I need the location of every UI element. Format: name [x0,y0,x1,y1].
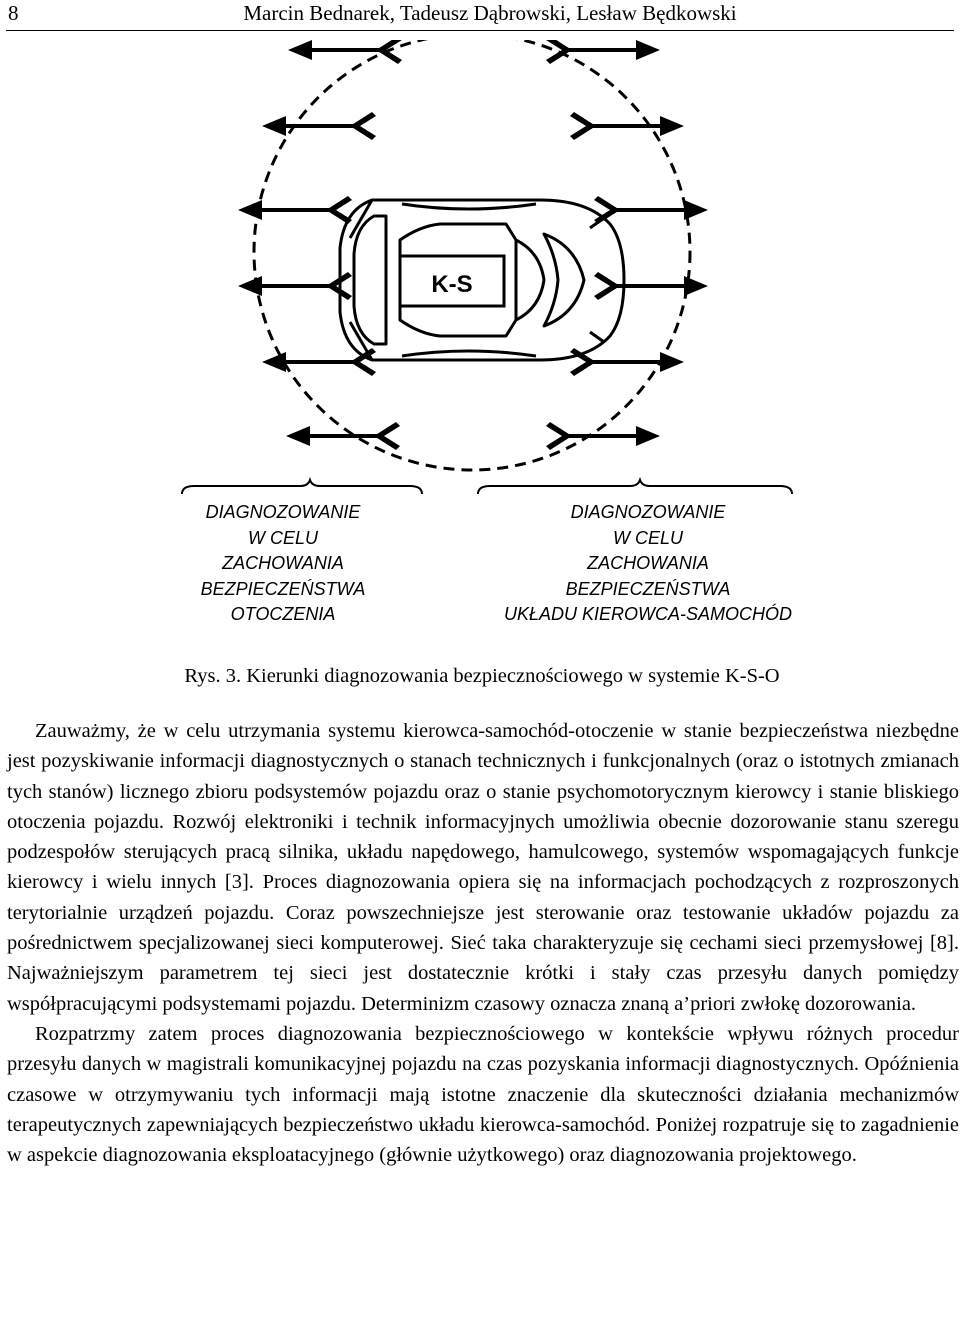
label-environment-safety [150,500,416,628]
page-header [8,0,952,26]
label-line: OTOCZENIA [230,604,336,624]
figure-3 [0,40,960,624]
label-line: BEZPIECZEŃSTWA [565,578,731,599]
body-text [7,716,959,1170]
page-number: 8 [8,1,19,25]
left-brace [182,480,422,494]
label-line: BEZPIECZEŃSTWA [200,578,366,599]
paragraph: Rozpatrzmy zatem proces diagnozowania bezpiecznościowego w kontekście wpływu różnych procedur przesyłu danych w magistrali komunikacyjnej pojazdu na czas pozyskania informacji diagnostycznych. Opóźnienia czasowe w otrzymywaniu tych informacji mają istotne znaczenie dla skuteczności działania mechanizmów terapeutycznych zapewniających bezpieczeństwo układu kierowca-samochód. Poniżej rozpatruje się to zagadnienie w aspekcie diagnozowania eksploatacyjnego (głównie użytkowego) oraz diagnozowania projektowego. [7,1022,959,1167]
right-brace [478,480,792,494]
paragraph: Zauważmy, że w celu utrzymania systemu kierowca-samochód-otoczenie w stanie bezpieczeństwa niezbędne jest pozyskiwanie informacji diagnostycznych o stanach technicznych i funkcjonalnych (oraz o istotnych zmianach tych stanów) licznego zbioru podsystemów pojazdu oraz o stanie psychomotorycznym kierowcy i stanie bliskiego otoczenia pojazdu. Rozwój elektroniki i technik informacyjnych umożliwia obecnie dozorowanie stanu szeregu podzespołów sterujących pracą silnika, układu napędowego, hamulcowego, systemów wspomagających funkcje kierowcy i wielu innych [3]. Proces diagnozowania opiera się na informacjach pochodzących z rozproszonych terytorialnie urządzeń pojazdu. Coraz powszechniejsze jest sterowanie oraz testowanie układów pojazdu za pośrednictwem specjalizowanej sieci komputerowej. Sieć taka charakteryzuje się cechami sieci przemysłowej [8]. Najważniejszym parametrem tej sieci jest dostatecznie krótki i stały czas przesyłu danych pomiędzy współpracującymi podsystemami pojazdu. Determinizm czasowy oznacza znaną a’priori zwłokę dozorowania. [7,720,959,1015]
running-head-authors: Marcin Bednarek, Tadeusz Dąbrowski, Lesław Będkowski [243,1,737,25]
label-line: DIAGNOZOWANIE [205,502,361,522]
outward-arrows-left [238,40,402,450]
label-line: W CELU [247,527,318,548]
header-rule [6,30,954,31]
outward-arrows-right [546,40,708,450]
label-line: ZACHOWANIA [587,553,709,573]
label-line: ZACHOWANIA [222,553,344,573]
car-label: K-S [431,271,473,298]
figure-caption: Rys. 3. Kierunki diagnozowania bezpiecznościowego w systemie K-S-O [184,665,780,687]
label-line: UKŁADU KIEROWCA-SAMOCHÓD [503,604,793,624]
label-driver-car-safety [470,500,826,628]
label-line: DIAGNOZOWANIE [570,502,726,522]
label-line: W CELU [612,527,683,548]
